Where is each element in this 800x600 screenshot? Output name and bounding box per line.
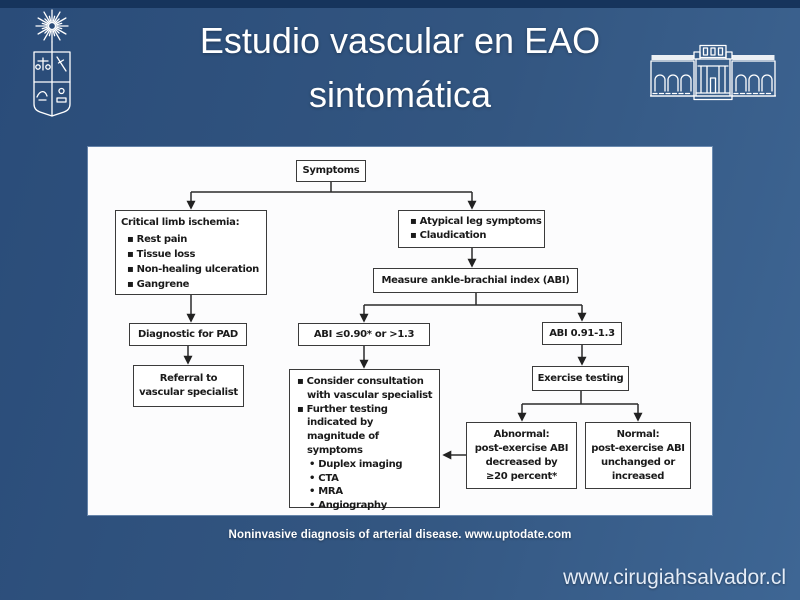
website-footer: www.cirugiahsalvador.cl bbox=[563, 566, 786, 589]
node-abnormal-line: post-exercise ABI bbox=[474, 442, 569, 454]
list-item: • MRA bbox=[309, 485, 434, 499]
node-normal-line: Normal: bbox=[616, 428, 660, 440]
node-normal-line: unchanged or bbox=[601, 456, 675, 468]
node-abi-normal-range-label: ABI 0.91-1.3 bbox=[549, 327, 615, 339]
node-referral-line: vascular specialist bbox=[139, 387, 238, 398]
node-referral-line: Referral to bbox=[159, 373, 218, 384]
node-referral bbox=[133, 365, 244, 407]
slide-title-line1: Estudio vascular en EAO bbox=[199, 20, 601, 61]
list-item: ▪ Gangrene bbox=[127, 277, 261, 292]
node-symptoms bbox=[296, 160, 366, 182]
university-crest-icon bbox=[26, 6, 78, 123]
node-critical-title: Critical limb ischemia: bbox=[121, 217, 240, 228]
node-normal-line: increased bbox=[611, 470, 665, 482]
slide-title bbox=[130, 14, 670, 122]
list-item: • CTA bbox=[309, 472, 434, 486]
node-atypical-symptoms bbox=[398, 210, 545, 248]
node-abi-abnormal-range-label: ABI ≤0.90* or >1.3 bbox=[313, 328, 415, 340]
list-item: ▪ Claudication bbox=[410, 229, 539, 243]
node-abnormal-line: decreased by bbox=[485, 456, 558, 468]
node-critical-limb-ischemia bbox=[115, 210, 267, 295]
node-diagnostic-pad bbox=[129, 323, 247, 346]
list-item: ▪ Rest pain bbox=[127, 232, 261, 247]
source-caption: Noninvasive diagnosis of arterial disease. www.uptodate.com bbox=[228, 529, 572, 541]
node-normal-result bbox=[585, 422, 691, 489]
node-abnormal-line: Abnormal: bbox=[493, 428, 550, 440]
node-abnormal-line: ≥20 percent* bbox=[486, 470, 557, 482]
list-item: ▪ Consider consultation with vascular specialist bbox=[297, 375, 434, 403]
node-abi-normal-range bbox=[542, 322, 622, 345]
flowchart-panel bbox=[88, 147, 712, 515]
node-exercise-testing-label: Exercise testing bbox=[537, 372, 624, 384]
top-accent-bar bbox=[0, 0, 800, 8]
list-item: ▪ Non-healing ulceration bbox=[127, 262, 261, 277]
node-measure-abi bbox=[373, 268, 578, 293]
node-diagnostic-pad-label: Diagnostic for PAD bbox=[138, 328, 238, 340]
node-symptoms-label: Symptoms bbox=[302, 165, 360, 176]
list-item: ▪ Further testing indicated by magnitude of symptoms bbox=[297, 403, 434, 458]
node-measure-abi-label: Measure ankle-brachial index (ABI) bbox=[381, 274, 570, 286]
list-item: • Duplex imaging bbox=[309, 458, 434, 472]
list-item: • Angiography bbox=[309, 499, 434, 513]
list-item: ▪ Tissue loss bbox=[127, 247, 261, 262]
node-exercise-testing bbox=[532, 366, 629, 391]
node-normal-line: post-exercise ABI bbox=[591, 442, 685, 454]
slide-title-line2: sintomática bbox=[308, 74, 492, 115]
node-abnormal-result bbox=[466, 422, 577, 489]
list-item: ▪ Atypical leg symptoms bbox=[410, 215, 539, 229]
hospital-building-icon bbox=[650, 44, 776, 107]
node-consider-consultation bbox=[289, 369, 440, 512]
node-abi-abnormal-range bbox=[298, 323, 430, 346]
